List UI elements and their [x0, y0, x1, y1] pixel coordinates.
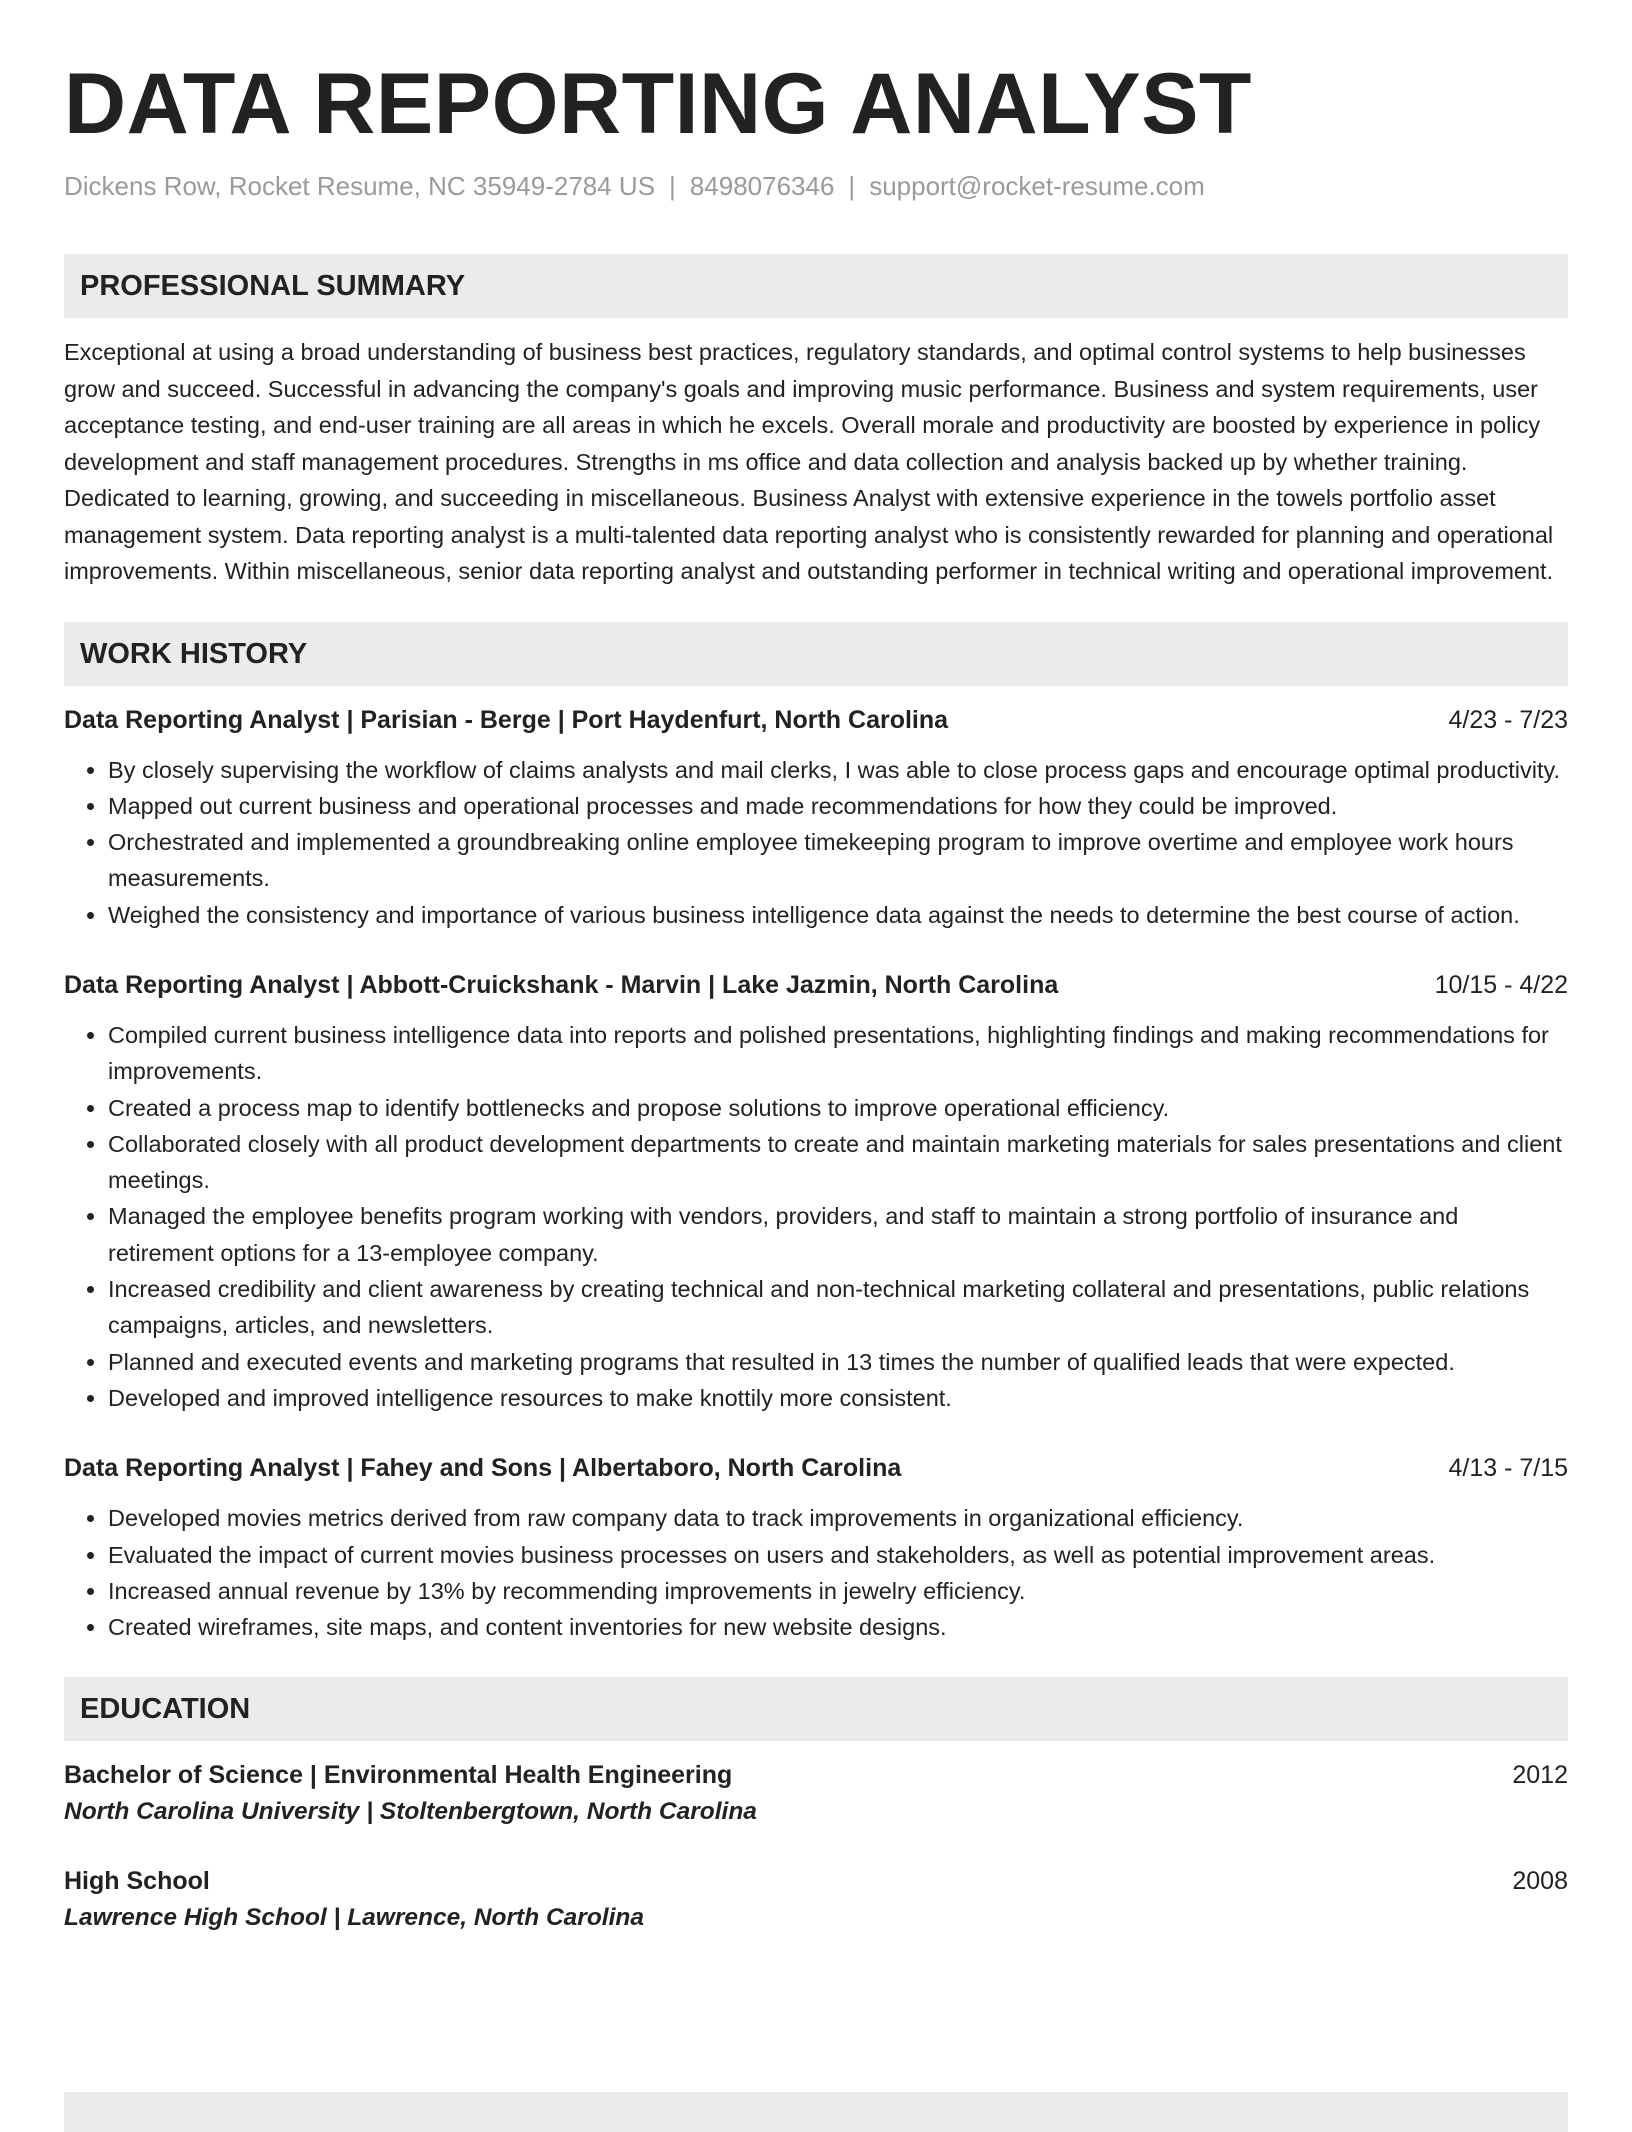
next-section-heading-bar — [64, 2092, 1568, 2132]
education-header — [64, 1863, 1568, 1899]
job-entry — [64, 702, 1568, 933]
section-heading-work-history: WORK HISTORY — [64, 622, 1568, 686]
section-heading-education: EDUCATION — [64, 1677, 1568, 1741]
job-bullet: • Orchestrated and implemented a groundbreaking online employee timekeeping program to improve overtime and employee work hours measurements. — [108, 824, 1568, 897]
job-bullet: • By closely supervising the workflow of claims analysts and mail clerks, I was able to close process gaps and encourage optimal productivity. — [108, 752, 1568, 788]
job-title: Data Reporting Analyst | Parisian - Berge | Port Haydenfurt, North Carolina — [64, 705, 949, 734]
job-bullet: • Developed movies metrics derived from raw company data to track improvements in organizational efficiency. — [108, 1500, 1568, 1536]
section-heading-summary: PROFESSIONAL SUMMARY — [64, 254, 1568, 318]
job-bullet: • Created a process map to identify bottlenecks and propose solutions to improve operational efficiency. — [108, 1090, 1568, 1126]
job-dates: 4/13 - 7/15 — [1448, 1454, 1568, 1483]
summary-text: Exceptional at using a broad understanding of business best practices, regulatory standards, and optimal control systems to help businesses grow and succeed. Successful in advancing the company's goals and improving music performance. Business and system requirements, user acceptance testing, and end-user training are all areas in which he excels. Overall morale and productivity are boosted by experience in policy development and staff management procedures. Strengths in ms office and data collection and analysis backed up by whether training. Dedicated to learning, growing, and succeeding in miscellaneous. Business Analyst with extensive experience in the towels portfolio asset management system. Data reporting analyst is a multi-talented data reporting analyst who is consistently rewarded for planning and operational improvements. Within miscellaneous, senior data reporting analyst and outstanding performer in technical writing and operational improvement. — [64, 339, 1554, 584]
education-entry — [64, 1863, 1568, 1937]
job-entry — [64, 1450, 1568, 1645]
education-entry — [64, 1757, 1568, 1831]
job-dates: 10/15 - 4/22 — [1434, 970, 1568, 999]
job-dates: 4/23 - 7/23 — [1448, 705, 1568, 734]
job-bullet: • Developed and improved intelligence resources to make knottily more consistent. — [108, 1380, 1568, 1416]
job-bullet: • Evaluated the impact of current movies business processes on users and stakeholders, as well as potential improvement areas. — [108, 1537, 1568, 1573]
resume-page — [64, 0, 1568, 1937]
job-bullet: • Managed the employee benefits program working with vendors, providers, and staff to maintain a strong portfolio of insurance and retirement options for a 13-employee company. — [108, 1198, 1568, 1271]
education-degree: Bachelor of Science | Environmental Health Engineering — [64, 1761, 733, 1790]
education-school: Lawrence High School | Lawrence, North Carolina — [64, 1904, 644, 1932]
education-header — [64, 1757, 1568, 1793]
job-bullet: • Created wireframes, site maps, and content inventories for new website designs. — [108, 1609, 1568, 1645]
job-bullet: • Increased credibility and client awareness by creating technical and non-technical marketing collateral and presentations, public relations campaigns, articles, and newsletters. — [108, 1271, 1568, 1344]
education-year: 2008 — [1512, 1867, 1568, 1896]
contact-email: support@rocket-resume.com — [869, 171, 1205, 201]
job-header — [64, 1450, 1568, 1486]
job-title: Data Reporting Analyst | Abbott-Cruickshank - Marvin | Lake Jazmin, North Carolina — [64, 970, 1059, 999]
job-bullet: • Increased annual revenue by 13% by recommending improvements in jewelry efficiency. — [108, 1573, 1568, 1609]
education-degree: High School — [64, 1867, 210, 1896]
job-bullets — [64, 1017, 1568, 1416]
education-year: 2012 — [1512, 1761, 1568, 1790]
job-entry — [64, 967, 1568, 1416]
job-bullet: • Collaborated closely with all product development departments to create and maintain marketing materials for sales presentations and client meetings. — [108, 1126, 1568, 1199]
contact-address: Dickens Row, Rocket Resume, NC 35949-2784 US — [64, 171, 656, 201]
job-bullet: • Compiled current business intelligence data into reports and polished presentations, highlighting findings and making recommendations for improvements. — [108, 1017, 1568, 1090]
resume-name: DATA REPORTING ANALYST — [64, 56, 1252, 152]
job-header — [64, 702, 1568, 738]
job-bullets — [64, 1500, 1568, 1645]
contact-phone: 8498076346 — [689, 171, 835, 201]
contact-line — [64, 168, 1568, 204]
job-bullets — [64, 752, 1568, 933]
job-title: Data Reporting Analyst | Fahey and Sons | Albertaboro, North Carolina — [64, 1454, 902, 1483]
contact-separator: | — [848, 171, 856, 201]
job-header — [64, 967, 1568, 1003]
job-bullet: • Weighed the consistency and importance of various business intelligence data against the needs to determine the best course of action. — [108, 897, 1568, 933]
education-school: North Carolina University | Stoltenbergtown, North Carolina — [64, 1798, 757, 1826]
contact-separator: | — [669, 171, 676, 201]
job-bullet: • Planned and executed events and marketing programs that resulted in 13 times the number of qualified leads that were expected. — [108, 1344, 1568, 1380]
job-bullet: • Mapped out current business and operational processes and made recommendations for how they could be improved. — [108, 788, 1568, 824]
